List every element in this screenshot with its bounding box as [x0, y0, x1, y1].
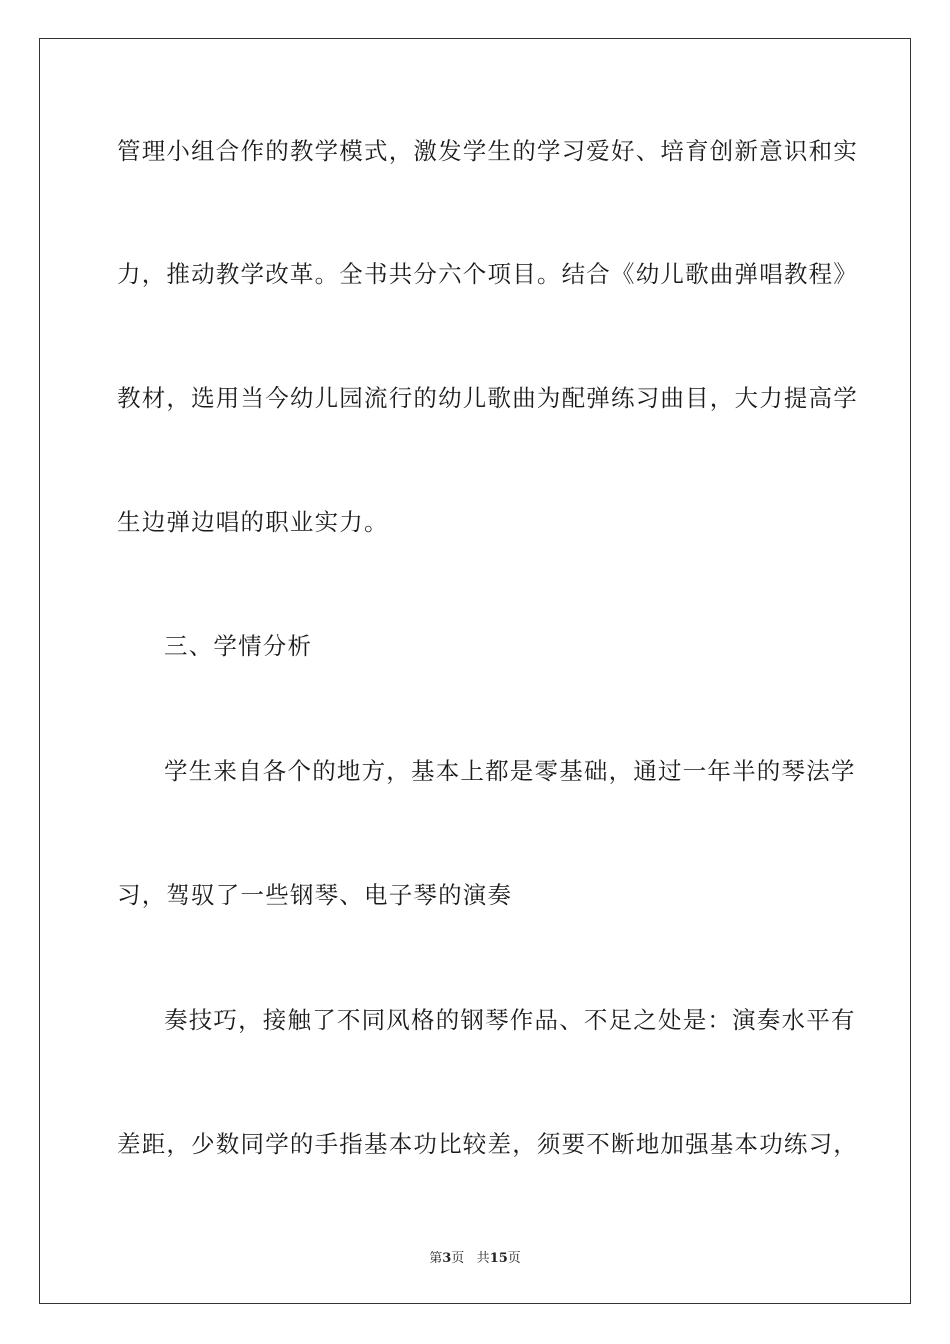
body-line-1: 管理小组合作的教学模式，激发学生的学习爱好、培育创新意识和实	[117, 137, 858, 165]
body-line-9: 差距，少数同学的手指基本功比较差，须要不断地加强基本功练习，	[117, 1130, 858, 1158]
footer-page-prefix: 第	[429, 1251, 443, 1266]
body-line-3: 教材，选用当今幼儿园流行的幼儿歌曲为配弹练习曲目，大力提高学	[117, 384, 858, 412]
body-line-2: 力，推动教学改革。全书共分六个项目。结合《幼儿歌曲弹唱教程》	[117, 260, 858, 288]
footer-total-pages: 15	[489, 1251, 508, 1266]
page-border	[39, 38, 911, 1304]
section-heading: 三、学情分析	[164, 632, 313, 660]
page-footer	[0, 1247, 950, 1266]
footer-total-prefix: 共	[476, 1251, 490, 1266]
body-line-6: 学生来自各个的地方，基本上都是零基础，通过一年半的琴法学	[164, 757, 856, 785]
footer-page-number: 3	[442, 1251, 452, 1266]
footer-page-suffix: 页	[451, 1251, 465, 1266]
body-line-4: 生边弹边唱的职业实力。	[117, 508, 389, 536]
body-line-8: 奏技巧，接触了不同风格的钢琴作品、不足之处是：演奏水平有	[164, 1006, 856, 1034]
footer-total-suffix: 页	[507, 1251, 521, 1266]
body-line-7: 习，驾驭了一些钢琴、电子琴的演奏	[117, 881, 513, 909]
